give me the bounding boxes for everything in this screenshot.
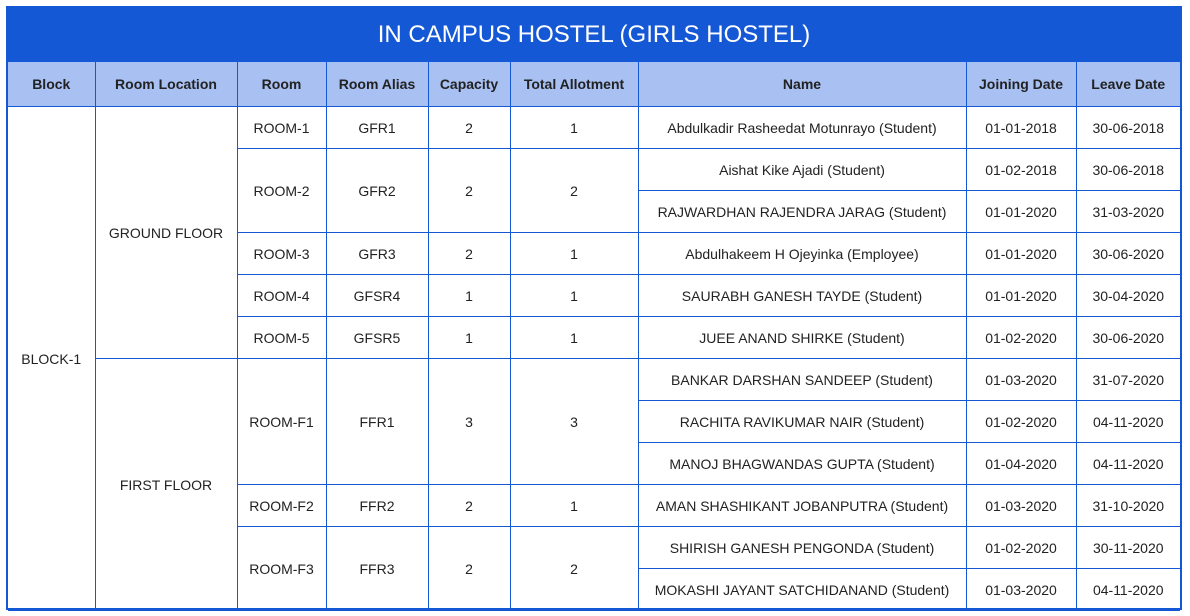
capacity-cell: 2 xyxy=(428,485,510,527)
name-cell: MANOJ BHAGWANDAS GUPTA (Student) xyxy=(638,443,966,485)
room-alias-cell: FFR2 xyxy=(326,485,428,527)
allotment-table xyxy=(8,62,1180,611)
leave-date-cell: 04-11-2020 xyxy=(1076,443,1180,485)
leave-date-cell: 30-11-2020 xyxy=(1076,527,1180,569)
name-cell: MOKASHI JAYANT SATCHIDANAND (Student) xyxy=(638,569,966,611)
room-cell: ROOM-1 xyxy=(237,107,326,149)
room-alias-cell: GFR3 xyxy=(326,233,428,275)
joining-date-cell: 01-01-2020 xyxy=(966,233,1076,275)
leave-date-cell: 31-07-2020 xyxy=(1076,359,1180,401)
leave-date-cell: 31-10-2020 xyxy=(1076,485,1180,527)
room-cell: ROOM-F2 xyxy=(237,485,326,527)
joining-date-cell: 01-02-2020 xyxy=(966,527,1076,569)
col-header-block[interactable]: Block xyxy=(8,62,95,107)
leave-date-cell: 30-06-2018 xyxy=(1076,107,1180,149)
name-cell: Abdulhakeem H Ojeyinka (Employee) xyxy=(638,233,966,275)
joining-date-cell: 01-02-2020 xyxy=(966,317,1076,359)
joining-date-cell: 01-03-2020 xyxy=(966,569,1076,611)
name-cell: RAJWARDHAN RAJENDRA JARAG (Student) xyxy=(638,191,966,233)
joining-date-cell: 01-02-2018 xyxy=(966,149,1076,191)
capacity-cell: 1 xyxy=(428,275,510,317)
room-alias-cell: FFR3 xyxy=(326,527,428,611)
table-row xyxy=(8,359,1180,401)
name-cell: Abdulkadir Rasheedat Motunrayo (Student) xyxy=(638,107,966,149)
leave-date-cell: 30-06-2018 xyxy=(1076,149,1180,191)
room-alias-cell: GFR2 xyxy=(326,149,428,233)
page-title: IN CAMPUS HOSTEL (GIRLS HOSTEL) xyxy=(8,8,1180,62)
allotment-cell: 1 xyxy=(510,275,638,317)
allotment-cell: 2 xyxy=(510,527,638,611)
allotment-cell: 3 xyxy=(510,359,638,485)
name-cell: RACHITA RAVIKUMAR NAIR (Student) xyxy=(638,401,966,443)
name-cell: Aishat Kike Ajadi (Student) xyxy=(638,149,966,191)
room-alias-cell: GFR1 xyxy=(326,107,428,149)
capacity-cell: 3 xyxy=(428,359,510,485)
joining-date-cell: 01-03-2020 xyxy=(966,485,1076,527)
leave-date-cell: 04-11-2020 xyxy=(1076,569,1180,611)
allotment-cell: 1 xyxy=(510,107,638,149)
leave-date-cell: 31-03-2020 xyxy=(1076,191,1180,233)
room-cell: ROOM-3 xyxy=(237,233,326,275)
table-header-row xyxy=(8,62,1180,107)
leave-date-cell: 30-06-2020 xyxy=(1076,317,1180,359)
name-cell: JUEE ANAND SHIRKE (Student) xyxy=(638,317,966,359)
col-header-name[interactable]: Name xyxy=(638,62,966,107)
allotment-cell: 1 xyxy=(510,233,638,275)
allotment-cell: 1 xyxy=(510,485,638,527)
room-cell: ROOM-5 xyxy=(237,317,326,359)
joining-date-cell: 01-02-2020 xyxy=(966,401,1076,443)
capacity-cell: 2 xyxy=(428,233,510,275)
allotment-cell: 1 xyxy=(510,317,638,359)
leave-date-cell: 04-11-2020 xyxy=(1076,401,1180,443)
room-cell: ROOM-F1 xyxy=(237,359,326,485)
col-header-joining-date[interactable]: Joining Date xyxy=(966,62,1076,107)
capacity-cell: 2 xyxy=(428,527,510,611)
name-cell: AMAN SHASHIKANT JOBANPUTRA (Student) xyxy=(638,485,966,527)
capacity-cell: 2 xyxy=(428,107,510,149)
table-row xyxy=(8,107,1180,149)
hostel-table-panel xyxy=(6,6,1182,610)
joining-date-cell: 01-01-2018 xyxy=(966,107,1076,149)
leave-date-cell: 30-04-2020 xyxy=(1076,275,1180,317)
allotment-cell: 2 xyxy=(510,149,638,233)
capacity-cell: 1 xyxy=(428,317,510,359)
capacity-cell: 2 xyxy=(428,149,510,233)
col-header-leave-date[interactable]: Leave Date xyxy=(1076,62,1180,107)
col-header-room-location[interactable]: Room Location xyxy=(95,62,237,107)
room-cell: ROOM-4 xyxy=(237,275,326,317)
room-alias-cell: FFR1 xyxy=(326,359,428,485)
block-cell: BLOCK-1 xyxy=(8,107,95,611)
col-header-capacity[interactable]: Capacity xyxy=(428,62,510,107)
joining-date-cell: 01-01-2020 xyxy=(966,275,1076,317)
name-cell: SHIRISH GANESH PENGONDA (Student) xyxy=(638,527,966,569)
room-alias-cell: GFSR5 xyxy=(326,317,428,359)
joining-date-cell: 01-03-2020 xyxy=(966,359,1076,401)
name-cell: BANKAR DARSHAN SANDEEP (Student) xyxy=(638,359,966,401)
room-location-cell: GROUND FLOOR xyxy=(95,107,237,359)
room-alias-cell: GFSR4 xyxy=(326,275,428,317)
name-cell: SAURABH GANESH TAYDE (Student) xyxy=(638,275,966,317)
col-header-room[interactable]: Room xyxy=(237,62,326,107)
joining-date-cell: 01-01-2020 xyxy=(966,191,1076,233)
col-header-total-allotment[interactable]: Total Allotment xyxy=(510,62,638,107)
joining-date-cell: 01-04-2020 xyxy=(966,443,1076,485)
col-header-room-alias[interactable]: Room Alias xyxy=(326,62,428,107)
leave-date-cell: 30-06-2020 xyxy=(1076,233,1180,275)
room-cell: ROOM-2 xyxy=(237,149,326,233)
room-cell: ROOM-F3 xyxy=(237,527,326,611)
room-location-cell: FIRST FLOOR xyxy=(95,359,237,611)
